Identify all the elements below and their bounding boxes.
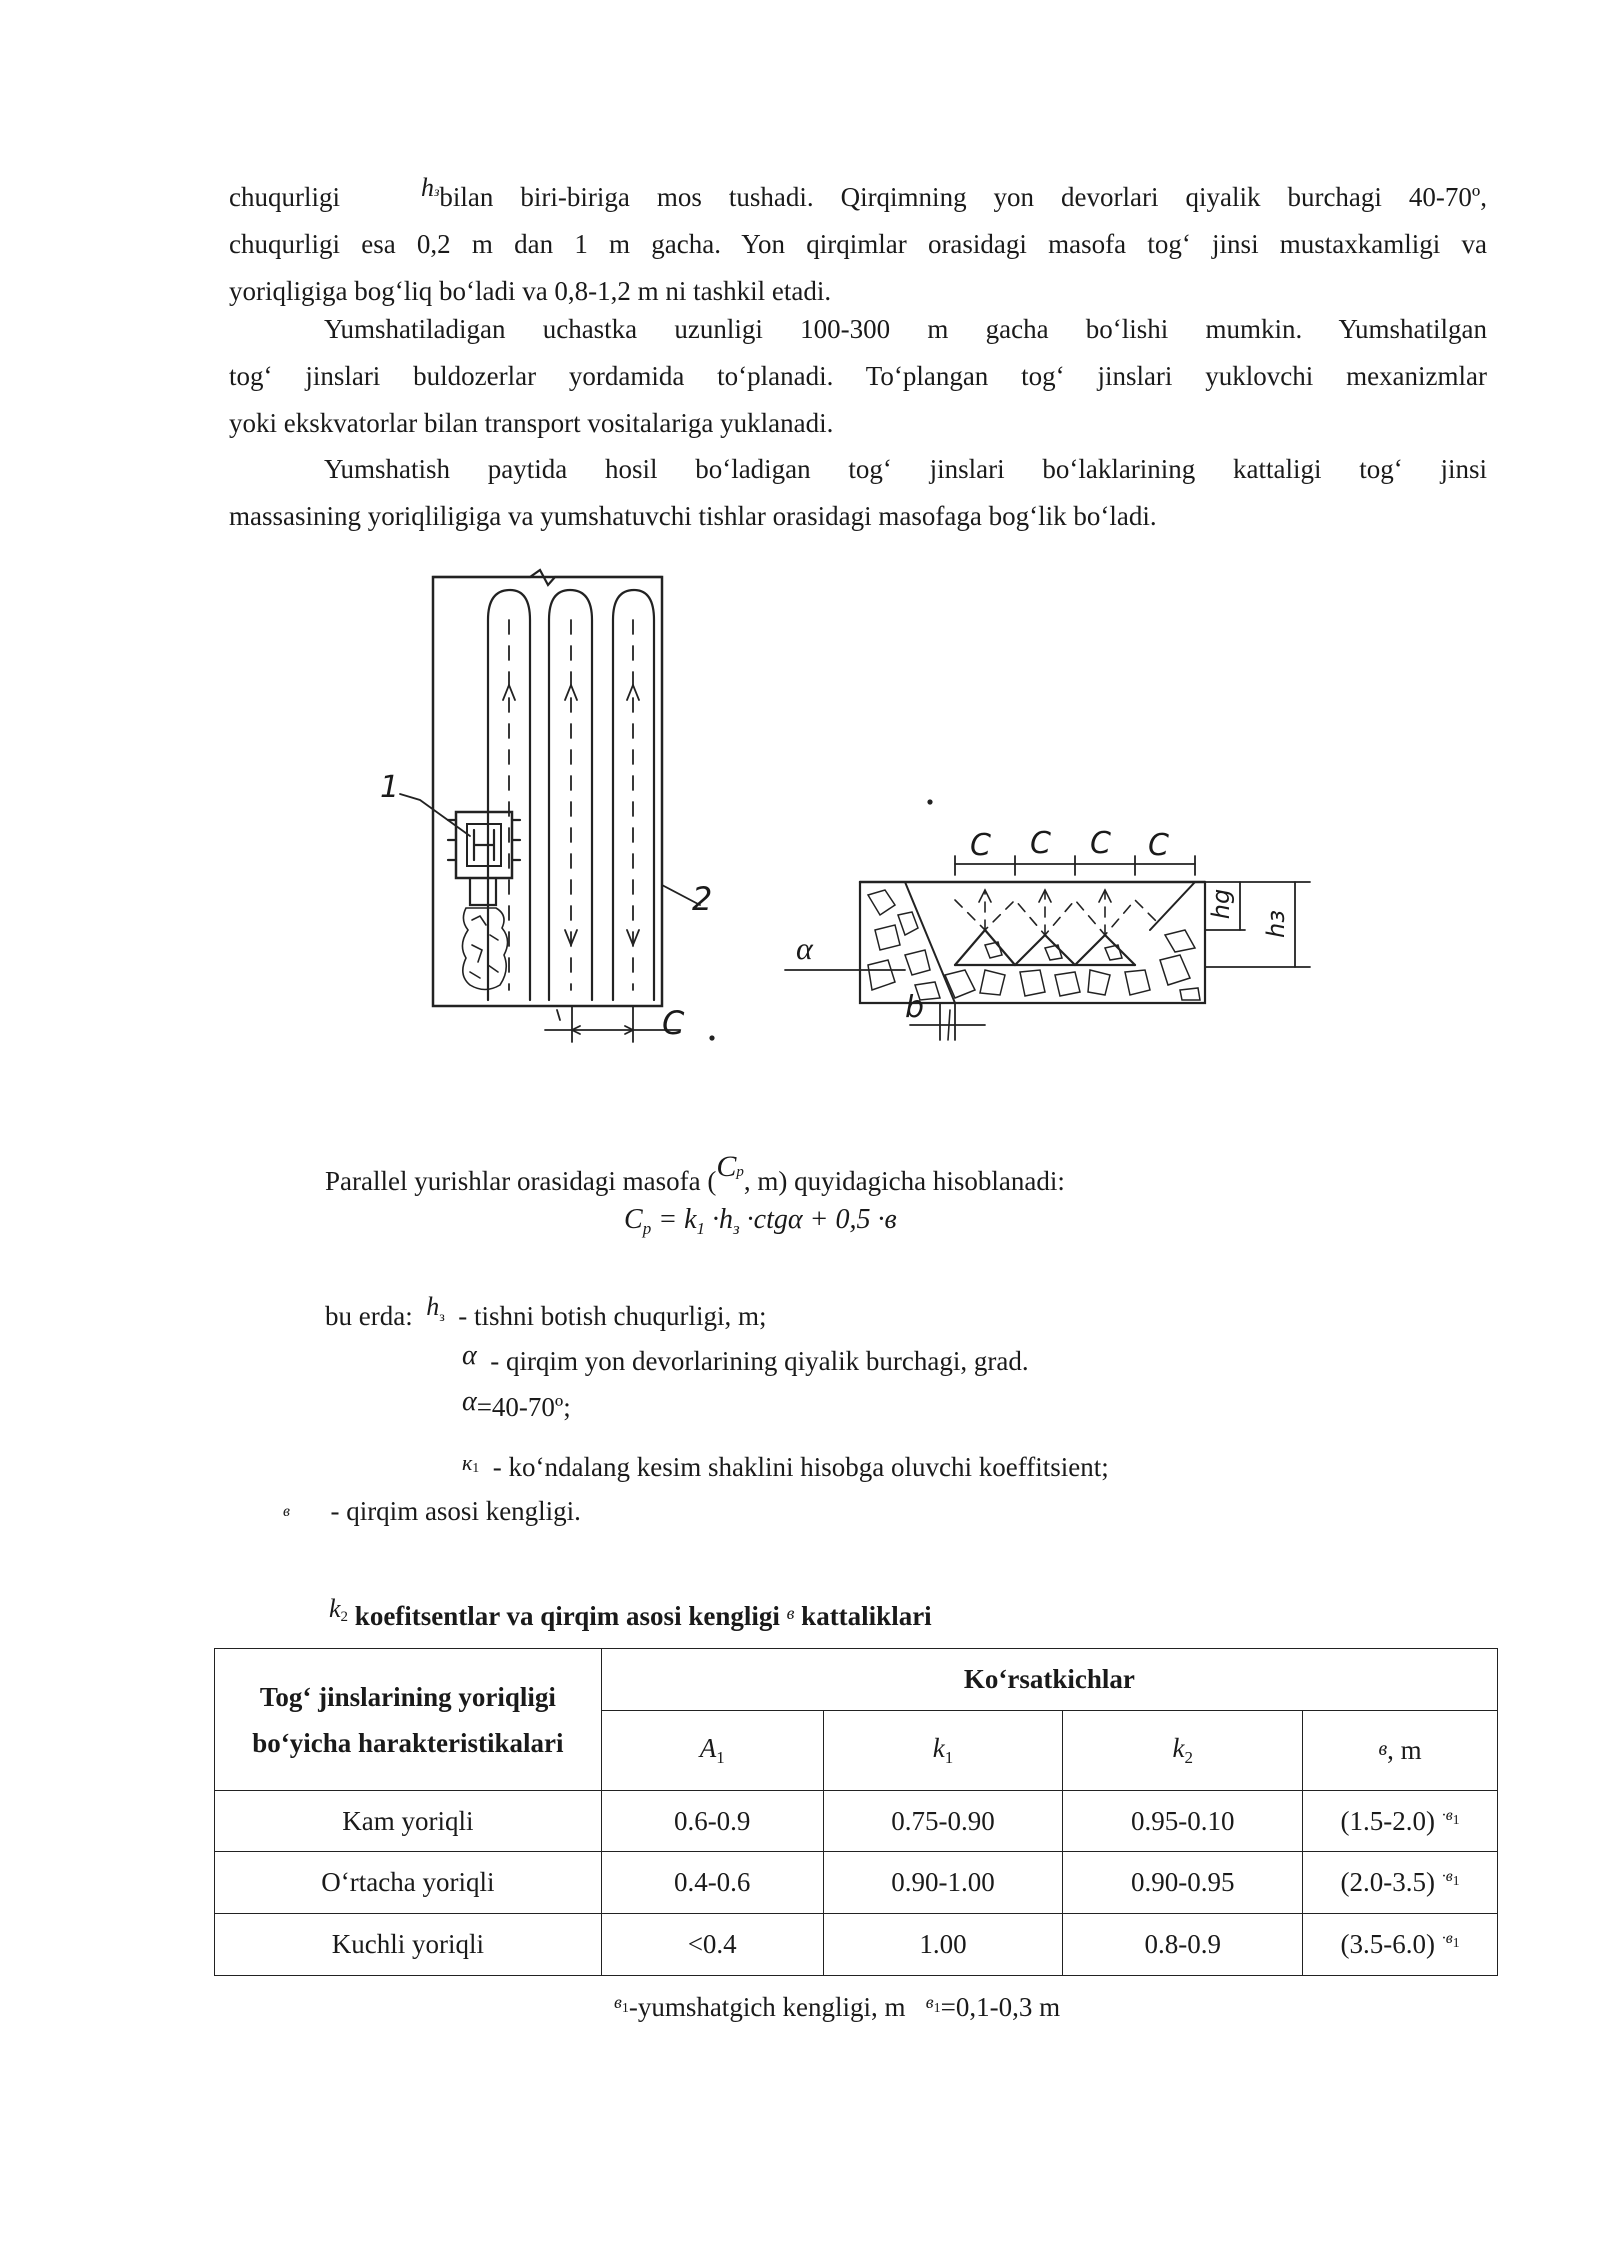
- paragraph-line: tog‘ jinslari buldozerlar yordamida to‘planadi. To‘plangan tog‘ jinslari yuklovchi mexanizmlar: [229, 361, 1487, 391]
- legend-text: - ko‘ndalang kesim shaklini hisobga oluvchi koeffitsient;: [492, 1452, 1109, 1482]
- subscript: 1: [472, 1461, 480, 1476]
- paragraph-line: massasining yoriqliligiga va yumshatuvchi tishlar orasidagi masofaga bog‘lik bo‘ladi.: [229, 501, 1157, 531]
- symbol-h: hз: [420, 173, 440, 202]
- footnote-text: -yumshatgich kengligi, m: [628, 1992, 906, 2022]
- eq-term: ·ctgα + 0,5 ·в: [739, 1204, 897, 1235]
- subscript: 2: [340, 1609, 349, 1625]
- legend-k1: [462, 1450, 1109, 1483]
- symbol-b1: ·в: [1441, 1806, 1453, 1824]
- figure-label-hz: hз: [1261, 910, 1290, 938]
- symbol-k: k: [329, 1594, 341, 1623]
- row-label: Kuchli yoriqli: [215, 1914, 602, 1976]
- eq-term: ·h: [705, 1204, 734, 1235]
- subheader-b: [1303, 1711, 1498, 1791]
- subscript: 1: [933, 2001, 941, 2016]
- legend-intro: bu erda:: [325, 1301, 413, 1331]
- text-run: bilan biri-biriga mos tushadi. Qirqimning yon devorlari qiyalik burchagi 40-70º,: [439, 182, 1488, 212]
- cell-k2: 0.95-0.10: [1063, 1791, 1303, 1852]
- subscript: 1: [1452, 1812, 1460, 1828]
- subscript: з: [733, 1219, 740, 1238]
- cell-b: [1303, 1852, 1498, 1914]
- figure-label-c2: C: [1030, 826, 1051, 861]
- table-row: [215, 1852, 1498, 1914]
- cell-b-value: (1.5-2.0): [1340, 1805, 1435, 1836]
- plan-view-diagram: [400, 570, 714, 1042]
- table-row: [215, 1914, 1498, 1976]
- symbol-b1: ·в: [1441, 1930, 1453, 1947]
- legend-alpha-range: [462, 1386, 571, 1423]
- subscript: 1: [1452, 1874, 1460, 1889]
- cell-b: [1303, 1791, 1498, 1852]
- figure-label-hg: hg: [1207, 888, 1236, 920]
- formula-equation: [624, 1204, 897, 1239]
- cell-k1: 0.90-1.00: [823, 1852, 1063, 1914]
- cell-b-value: (2.0-3.5): [1340, 1867, 1435, 1897]
- symbol-k: к: [462, 1450, 473, 1475]
- subscript: 1: [944, 1748, 954, 1767]
- symbol: в: [1378, 1738, 1388, 1760]
- subscript: p: [642, 1219, 652, 1238]
- figure-label-c4: C: [1148, 828, 1169, 863]
- figure-label-1: 1: [380, 770, 400, 805]
- figure-label-b: b: [905, 990, 925, 1025]
- symbol-b1: ·в: [1441, 1868, 1453, 1885]
- legend-text: - qirqim asosi kengligi.: [330, 1496, 581, 1526]
- text-run: chuqurligi: [229, 182, 340, 212]
- subscript: 1: [1452, 1936, 1460, 1951]
- paragraph-line: chuqurligi esa 0,2 m dan 1 m gacha. Yon qirqimlar orasidagi masofa tog‘ jinsi mustaxkamligi va: [229, 229, 1487, 259]
- table-caption: [329, 1594, 932, 1632]
- eq-c: C: [624, 1204, 643, 1235]
- figure-label-c-left: C: [662, 1004, 685, 1042]
- text-run: Parallel yurishlar orasidagi masofa (: [325, 1166, 717, 1196]
- symbol-cp: C: [716, 1150, 737, 1183]
- caption-text: koefitsentlar va qirqim asosi kengligi: [354, 1601, 780, 1631]
- table-footnote: [614, 1992, 1060, 2023]
- figure-label-c3: C: [1090, 826, 1111, 861]
- subscript: 1: [696, 1219, 706, 1238]
- row-label: Kam yoriqli: [215, 1791, 602, 1852]
- table-row: [215, 1791, 1498, 1852]
- symbol: A: [699, 1733, 717, 1763]
- symbol: k: [932, 1733, 945, 1763]
- subscript: з: [439, 1310, 445, 1325]
- cell-a1: <0.4: [601, 1914, 823, 1976]
- symbol-b: в: [786, 1603, 795, 1623]
- symbol-b: в: [283, 1503, 290, 1520]
- header-indicators: Ko‘rsatkichlar: [601, 1649, 1497, 1711]
- legend-text: =40-70º;: [476, 1392, 571, 1422]
- cell-k2: 0.90-0.95: [1063, 1852, 1303, 1914]
- subscript: p: [736, 1164, 744, 1180]
- paragraph-line: yoki ekskvatorlar bilan transport vositalariga yuklanadi.: [229, 408, 834, 438]
- cell-k1: 0.75-0.90: [823, 1791, 1063, 1852]
- coefficients-table: [214, 1648, 1498, 1976]
- cell-b: [1303, 1914, 1498, 1976]
- legend-h: [325, 1292, 767, 1332]
- subheader-a1: [601, 1711, 823, 1791]
- figure-label-alpha: α: [796, 930, 813, 966]
- formula-intro: [325, 1150, 1065, 1197]
- cell-a1: 0.4-0.6: [601, 1852, 823, 1914]
- figure-label-2: 2: [692, 880, 713, 918]
- paragraph-line: yoriqligiga bog‘liq bo‘ladi va 0,8-1,2 m ni tashkil etadi.: [229, 276, 832, 306]
- caption-text: kattaliklari: [801, 1601, 932, 1631]
- subscript: 1: [716, 1748, 725, 1767]
- eq-term: = k: [651, 1204, 697, 1235]
- figure-label-c1: C: [970, 828, 991, 863]
- legend-text: - qirqim yon devorlarining qiyalik burchagi, grad.: [490, 1346, 1029, 1376]
- text-run: , m) quyidagicha hisoblanadi:: [743, 1166, 1065, 1196]
- cell-k2: 0.8-0.9: [1063, 1914, 1303, 1976]
- legend-text: - tishni botish chuqurligi, m;: [458, 1301, 767, 1331]
- subscript: 2: [1184, 1748, 1193, 1767]
- symbol-b1: в: [614, 1992, 622, 2012]
- header-characteristic: Tog‘ jinslarining yoriqligi bo‘yicha harakteristikalari: [215, 1649, 602, 1791]
- row-label: O‘rtacha yoriqli: [215, 1852, 602, 1914]
- footnote-text: =0,1-0,3 m: [940, 1992, 1061, 2022]
- symbol-h: h: [426, 1292, 440, 1321]
- symbol-alpha: α: [462, 1386, 477, 1417]
- symbol-alpha: α: [462, 1340, 477, 1371]
- paragraph-line: Yumshatiladigan uchastka uzunligi 100-300 m gacha bo‘lishi mumkin. Yumshatilgan: [324, 314, 1487, 344]
- subheader-k1: [823, 1711, 1063, 1791]
- symbol-b1: в: [925, 1992, 934, 2012]
- legend-alpha: [462, 1340, 1029, 1377]
- cell-b-value: (3.5-6.0): [1340, 1929, 1435, 1959]
- legend-b: [283, 1496, 581, 1527]
- subscript: 1: [621, 2001, 629, 2016]
- subheader-k2: [1063, 1711, 1303, 1791]
- unit: , m: [1387, 1735, 1422, 1765]
- cell-k1: 1.00: [823, 1914, 1063, 1976]
- cell-a1: 0.6-0.9: [601, 1791, 823, 1852]
- symbol: k: [1172, 1733, 1185, 1763]
- paragraph-line: Yumshatish paytida hosil bo‘ladigan tog‘ jinslari bo‘laklarining kattaligi tog‘ jinsi: [324, 454, 1487, 484]
